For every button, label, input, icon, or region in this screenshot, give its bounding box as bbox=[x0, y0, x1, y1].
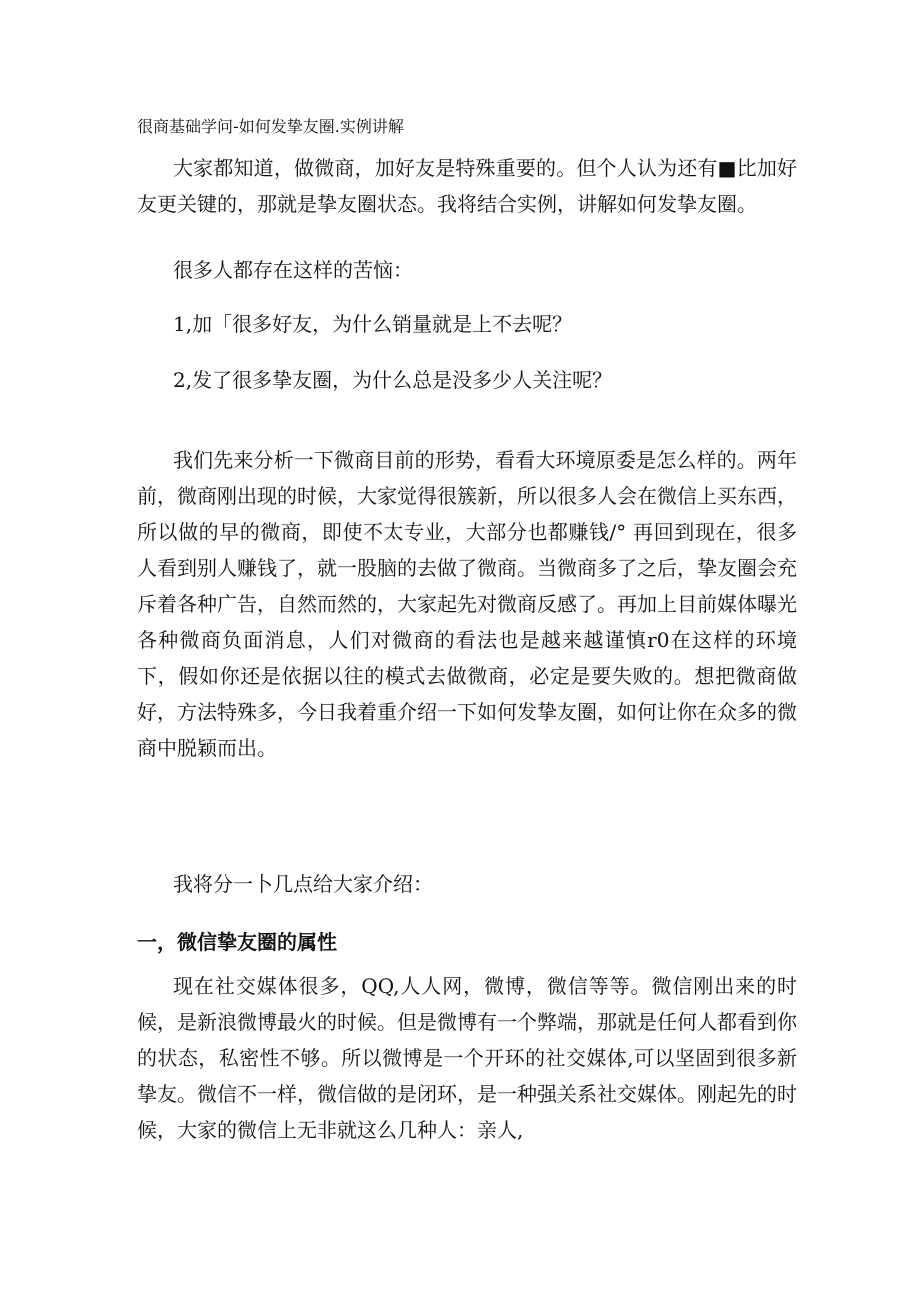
problem-item-2: 2,发了很多挚友圈，为什么总是没多少人关注呢？ bbox=[173, 368, 613, 392]
problem-item-1: 1,加「很多好友，为什么销量就是上不去呢？ bbox=[173, 312, 573, 336]
document-title: 很商基础学问-如何发挚友圈.实例讲解 bbox=[137, 117, 404, 136]
section-1-heading: 一，微信挚友圈的属性 bbox=[137, 930, 337, 954]
analysis-paragraph: 我们先来分析一下微商目前的形势，看看大环境原委是怎么样的。两年前，微商刚出现的时候，大家觉得很簇新，所以很多人会在微信上买东西，所以做的早的微商，即使不太专业，大部分也都赚钱/° 再回到现在，很多人看到别人赚钱了，就一股脑的去做了微商。当微商多了之后，挚友圈会充斥着各种广告，自然而然的，大家起先对微商反感了。再加上目前媒体曝光各种微商负面消息，人们对微商的看法也是越来越谨慎r0在这样的环境下，假如你还是依据以往的模式去做微商，必定是要失败的。想把微商做好，方法特殊多，今日我着重介绍一下如何发挚友圈，如何让你在众多的微商中脱颖而出。 bbox=[137, 448, 797, 760]
points-lead-paragraph: 我将分一卜几点给大家介绍： bbox=[173, 872, 433, 896]
problems-lead-paragraph: 很多人都存在这样的苦恼： bbox=[173, 258, 413, 282]
section-1-paragraph: 现在社交媒体很多，QQ,人人网，微博，微信等等。微信刚出来的时候，是新浪微博最火的时候。但是微博有一个弊端，那就是任何人都看到你的状态，私密性不够。所以微博是一个开环的社交媒体,可以坚固到很多新挚友。微信不一样，微信做的是闭环，是一种强关系社交媒体。刚起先的时候，大家的微信上无非就这么几种人：亲人, bbox=[137, 974, 797, 1142]
intro-paragraph: 大家都知道，做微商，加好友是特殊重要的。但个人认为还有■比加好友更关键的，那就是挚友圈状态。我将结合实例，讲解如何发挚友圈。 bbox=[137, 156, 797, 216]
